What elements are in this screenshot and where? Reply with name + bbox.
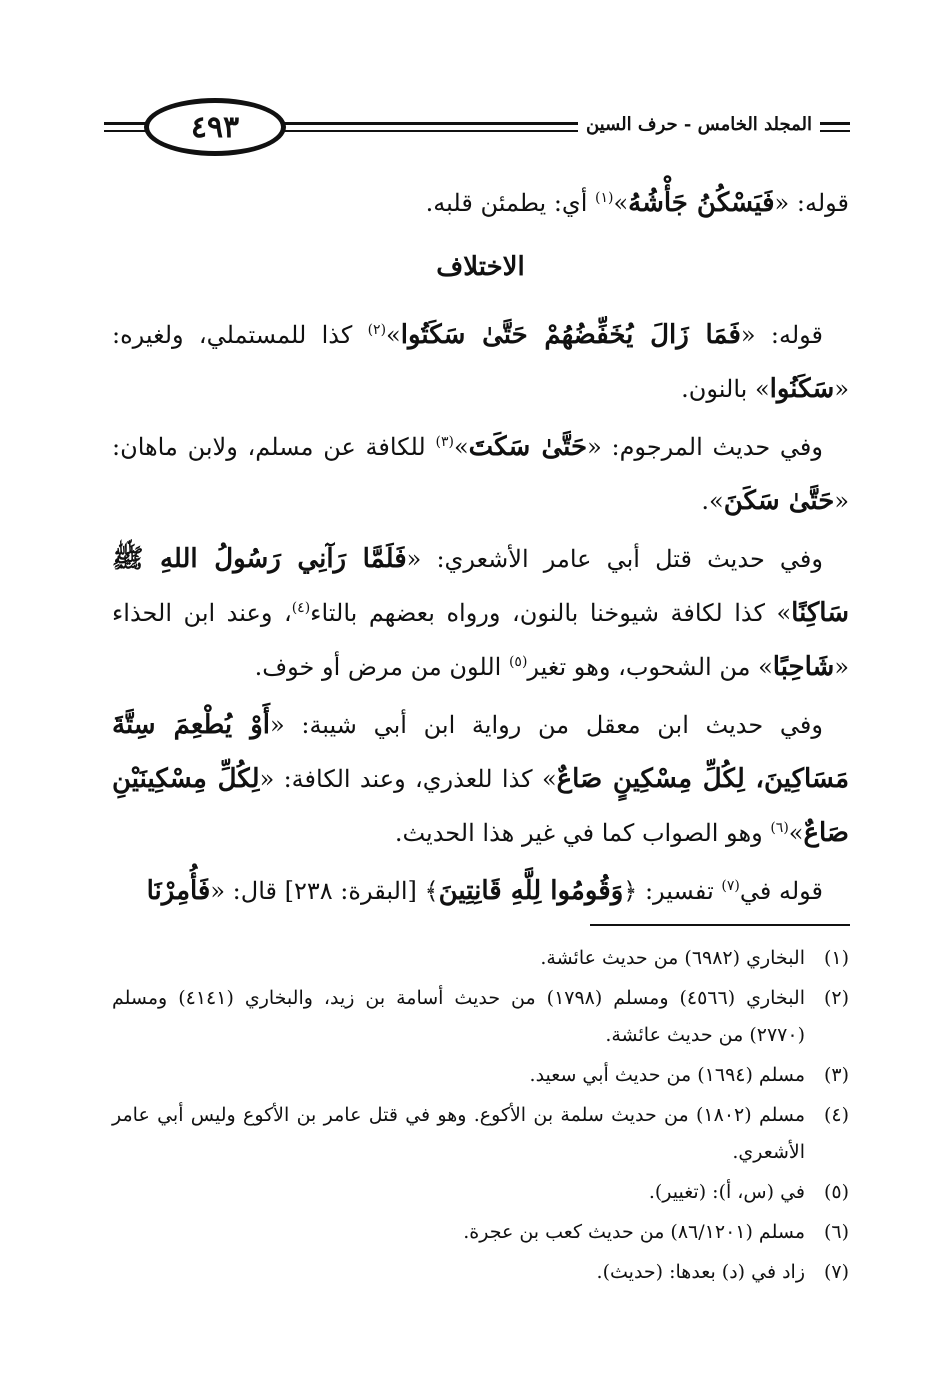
- footnote-number: (٢): [823, 987, 849, 1009]
- main-text: [112, 176, 849, 922]
- footnote-text: مسلم (١٦٩٤) من حديث أبي سعيد.: [529, 1064, 805, 1086]
- quote: فَأُمِرْنَا: [146, 876, 211, 906]
- running-title: المجلد الخامس - حرف السين: [578, 114, 820, 135]
- quote: شَاحِبًا: [772, 652, 835, 682]
- footnote-text: في (س، أ): (تغيير).: [648, 1181, 805, 1203]
- footnotes: [112, 940, 849, 1294]
- footnote: [112, 1214, 849, 1251]
- footnote-ref: (٢): [367, 322, 387, 338]
- page-number: ٤٩٣: [144, 98, 286, 156]
- footnote: [112, 940, 849, 977]
- page-header: [104, 96, 850, 162]
- footnote-ref: (٣): [435, 434, 454, 450]
- footnote-ref: (٧): [721, 878, 740, 894]
- paragraph: قوله في$^{(٧)}$ تفسير: ﴿وَقُومُوا لِلَّهِ قَانِتِينَ﴾ [البقرة: ٢٣٨] قال: «فَأُمِرْنَا: [146, 876, 823, 906]
- footnote-ref: (٤): [291, 600, 311, 616]
- footnote: [112, 1097, 849, 1171]
- footnote-ref: (٦): [770, 820, 789, 836]
- quote: فَمَا زَالَ يُخَفِّضُهُمْ حَتَّىٰ سَكَتُوا: [400, 320, 741, 350]
- quote: وَقُومُوا لِلَّهِ قَانِتِينَ: [438, 876, 624, 906]
- footnote: [112, 1174, 849, 1211]
- footnote-number: (٣): [823, 1064, 849, 1086]
- section-title: الاختلاف: [436, 252, 525, 282]
- footnote-number: (٧): [823, 1261, 849, 1283]
- footnote-text: زاد في (د) بعدها: (حديث).: [596, 1261, 805, 1283]
- paragraph: قوله: «فَيَسْكُنُ جَأْشُهُ»$^{(١)}$ أي: يطمئن قلبه.: [425, 188, 849, 218]
- paragraph: وفي حديث قتل أبي عامر الأشعري: «فَلَمَّا رَآنِي رَسُولُ اللهِ ﷺ سَاكِنًا» كذا لكافة شيوخنا بالنون، ورواه بعضهم بالتاء$^{(٤)}$، وعند ابن الحذاء «شَاحِبًا» من الشحوب، وهو تغير$^{(٥)}$ اللون من مرض أو خوف.: [112, 544, 849, 682]
- footnote-number: (١): [823, 947, 849, 969]
- footnote-ref: (٥): [508, 654, 528, 670]
- quote: فَيَسْكُنُ جَأْشُهُ: [628, 188, 775, 218]
- quote: فَلَمَّا رَآنِي رَسُولُ اللهِ ﷺ سَاكِنًا: [112, 544, 849, 628]
- footnote-text: البخاري (٤٥٦٦) ومسلم (١٧٩٨) من حديث أسامة بن زيد، والبخاري (٤١٤١) ومسلم (٢٧٧٠) من حديث عائشة.: [112, 987, 805, 1046]
- footnote-ref: (١): [595, 190, 614, 206]
- quote: أَوْ يُطْعِمَ سِتَّةَ مَسَاكِينَ، لِكُلِّ مِسْكِينٍ صَاعٌ: [112, 710, 849, 794]
- quote: حَتَّىٰ سَكَنَ: [723, 486, 835, 516]
- footnote: [112, 980, 849, 1054]
- footnote-number: (٦): [823, 1221, 849, 1243]
- footnote-text: مسلم (١٨٠٢) من حديث سلمة بن الأكوع. وهو في قتل عامر بن الأكوع وليس أبي عامر الأشعري.: [112, 1104, 806, 1163]
- paragraph: وفي حديث ابن معقل من رواية ابن أبي شيبة: «أَوْ يُطْعِمَ سِتَّةَ مَسَاكِينَ، لِكُلِّ مِسْكِينٍ صَاعٌ» كذا للعذري، وعند الكافة: «لِكُلِّ مِسْكِينَيْنِ صَاعٌ»$^{(٦)}$ وهو الصواب كما في غير هذا الحديث.: [112, 710, 849, 848]
- footnote: [112, 1254, 849, 1291]
- paragraph: قوله: «فَمَا زَالَ يُخَفِّضُهُمْ حَتَّىٰ سَكَتُوا»$^{(٢)}$ كذا للمستملي، ولغيره: «سَكَنُوا» بالنون.: [112, 320, 849, 404]
- footnote-text: البخاري (٦٩٨٢) من حديث عائشة.: [540, 947, 805, 969]
- footnote-text: مسلم (٨٦/١٢٠١) من حديث كعب بن عجرة.: [463, 1221, 805, 1243]
- footnote-separator: [590, 924, 850, 926]
- paragraph: وفي حديث المرجوم: «حَتَّىٰ سَكَتَ»$^{(٣)}$ للكافة عن مسلم، ولابن ماهان: «حَتَّىٰ سَكَنَ».: [112, 432, 849, 516]
- footnote-number: (٥): [823, 1181, 849, 1203]
- quote: سَكَنُوا: [769, 374, 835, 404]
- quote: حَتَّىٰ سَكَتَ: [468, 432, 588, 462]
- quote: لِكُلِّ مِسْكِينَيْنِ صَاعٌ: [112, 764, 849, 848]
- footnote: [112, 1057, 849, 1094]
- footnote-number: (٤): [823, 1104, 849, 1126]
